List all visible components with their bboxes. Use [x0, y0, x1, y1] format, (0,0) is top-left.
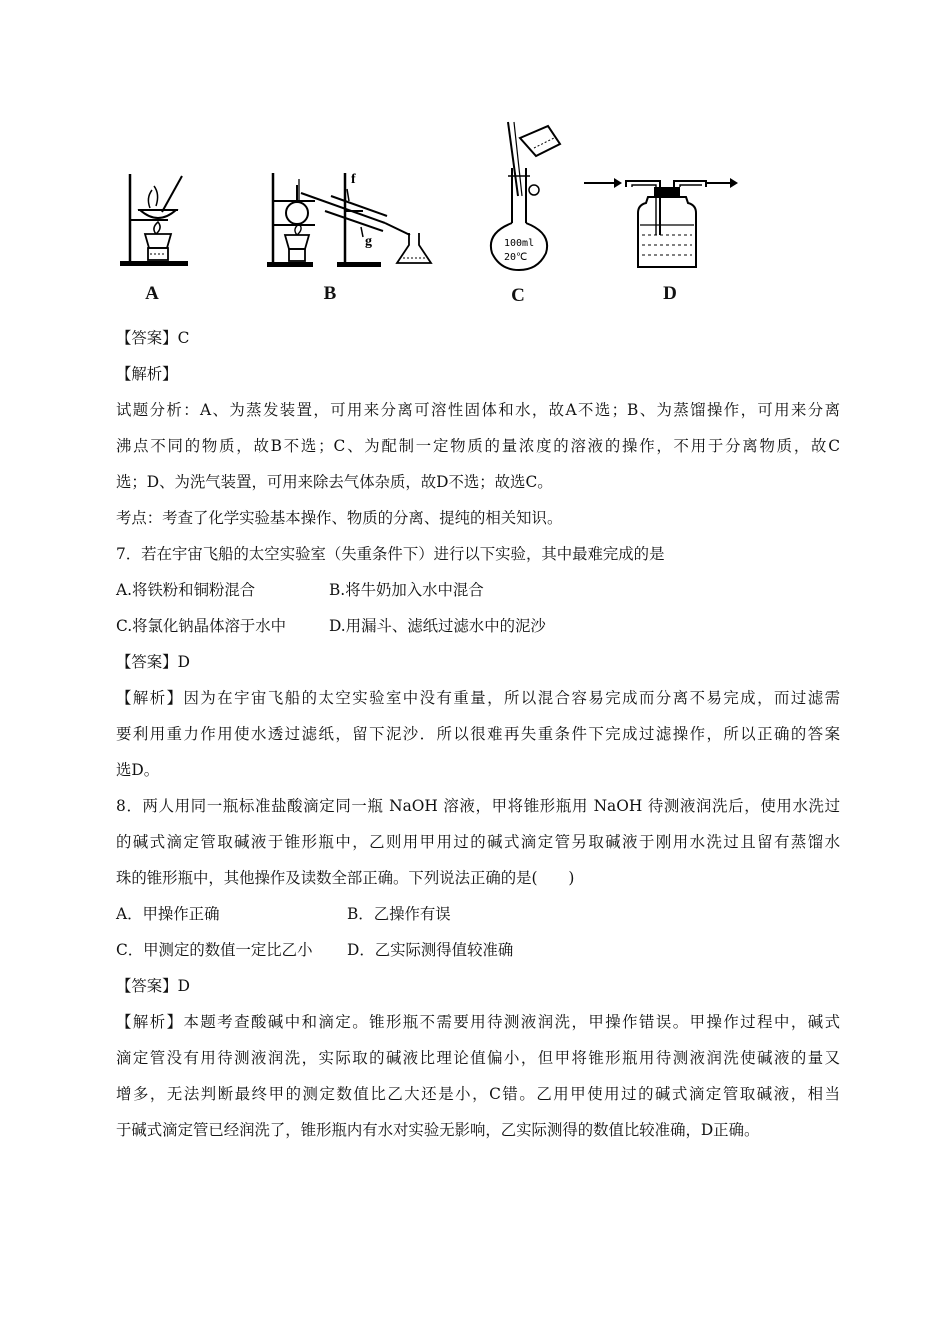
figure-label-a: A — [145, 283, 159, 304]
figure-a — [110, 168, 200, 268]
q8-option-a: A．甲操作正确 — [116, 905, 220, 923]
q6-analysis-title: 【解析】 — [116, 365, 178, 383]
q7-option-c: C.将氯化钠晶体溶于水中 — [116, 617, 287, 635]
distillation-apparatus-icon — [265, 163, 445, 273]
figure-b-mark-g: g — [365, 234, 372, 249]
q8-stem-line: 珠的锥形瓶中，其他操作及读数全部正确。下列说法正确的是( ) — [116, 869, 575, 887]
figure-label-c: C — [511, 285, 525, 306]
q8-stem-line: 8．两人用同一瓶标准盐酸滴定同一瓶 NaOH 溶液，甲将锥形瓶用 NaOH 待测液润洗后，使用水洗过 — [116, 797, 840, 815]
q8-answer: 【答案】D — [116, 977, 190, 995]
q8-analysis-line: 增多，无法判断最终甲的测定数值比乙大还是小，C错。乙用甲使用过的碱式滴定管取碱液，相当 — [116, 1085, 840, 1103]
q7-option-b: B.将牛奶加入水中混合 — [329, 581, 484, 599]
gas-washing-bottle-icon — [578, 173, 758, 273]
figure-c-mark-volume: 100ml — [504, 238, 535, 249]
evaporation-apparatus-icon — [110, 168, 200, 268]
volumetric-flask-icon — [478, 118, 568, 273]
q8-option-b: B．乙操作有误 — [347, 905, 451, 923]
q8-analysis-line: 【解析】本题考查酸碱中和滴定。锥形瓶不需要用待测液润洗，甲操作错误。甲操作过程中，碱式 — [116, 1013, 840, 1031]
q6-point: 考点：考查了化学实验基本操作、物质的分离、提纯的相关知识。 — [116, 509, 563, 527]
q7-analysis-line: 【解析】因为在宇宙飞船的太空实验室中没有重量，所以混合容易完成而分离不易完成，而过滤需 — [116, 689, 840, 707]
q6-answer: 【答案】C — [116, 329, 190, 347]
q8-option-d: D．乙实际测得值较准确 — [347, 941, 514, 959]
q8-options-row — [116, 932, 840, 968]
q7-option-a: A.将铁粉和铜粉混合 — [116, 581, 256, 599]
q8-analysis-line: 于碱式滴定管已经润洗了，锥形瓶内有水对实验无影响，乙实际测得的数值比较准确，D正确。 — [116, 1121, 760, 1139]
figure-label-b: B — [323, 283, 337, 304]
q8-options-row — [116, 896, 840, 932]
q7-analysis-line: 选D。 — [116, 761, 160, 779]
q6-analysis-line: 试题分析：A、为蒸发装置，可用来分离可溶性固体和水，故A不选；B、为蒸馏操作，可用来分离 — [116, 401, 840, 419]
figure-c — [478, 118, 568, 273]
q8-stem-line: 的碱式滴定管取碱液于锥形瓶中，乙则用甲用过的碱式滴定管另取碱液于刚用水洗过且留有蒸馏水 — [116, 833, 840, 851]
figure-label-d: D — [663, 283, 677, 304]
figure-b-mark-f: f — [351, 172, 356, 187]
q6-analysis-line: 选；D、为洗气装置，可用来除去气体杂质，故D不选；故选C。 — [116, 473, 553, 491]
q7-option-d: D.用漏斗、滤纸过滤水中的泥沙 — [329, 617, 546, 635]
figure-c-mark-temp: 20℃ — [504, 252, 528, 263]
apparatus-figures — [100, 118, 760, 318]
q7-options-row — [116, 608, 840, 644]
document-body — [116, 320, 840, 1148]
q7-answer: 【答案】D — [116, 653, 190, 671]
q6-analysis-line: 沸点不同的物质，故B不选；C、为配制一定物质的量浓度的溶液的操作，不用于分离物质，故C — [116, 437, 840, 455]
q8-option-c: C．甲测定的数值一定比乙小 — [116, 941, 313, 959]
q7-analysis-line: 要利用重力作用使水透过滤纸，留下泥沙．所以很难再失重条件下完成过滤操作，所以正确的答案 — [116, 725, 840, 743]
q7-stem: 7．若在宇宙飞船的太空实验室（失重条件下）进行以下实验，其中最难完成的是 — [116, 545, 665, 563]
q8-analysis-line: 滴定管没有用待测液润洗，实际取的碱液比理论值偏小，但甲将锥形瓶用待测液润洗使碱液的量又 — [116, 1049, 840, 1067]
figure-b — [265, 163, 445, 273]
figure-d — [578, 173, 758, 273]
q7-options-row — [116, 572, 840, 608]
